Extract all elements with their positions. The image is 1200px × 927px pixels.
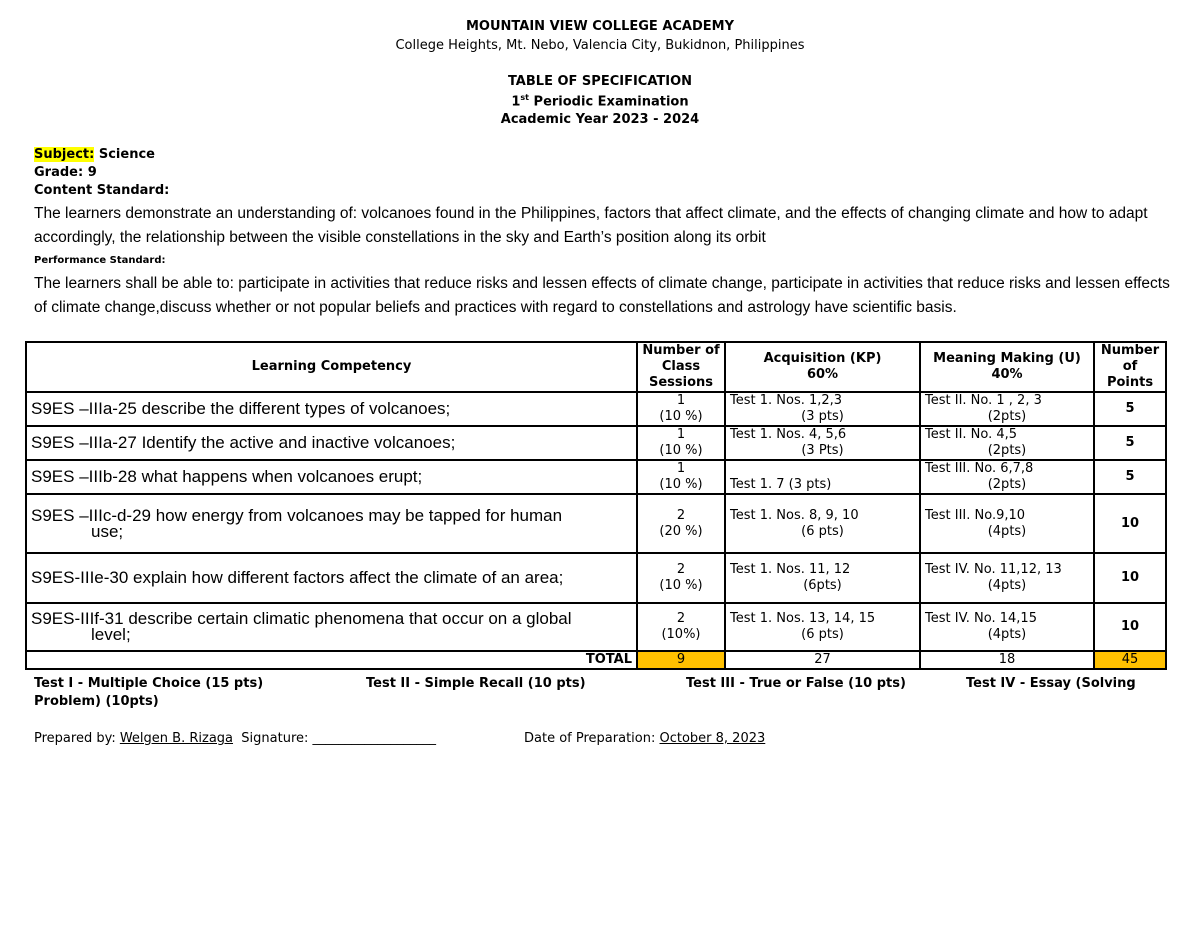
total-meaning: 18 [920,651,1094,669]
school-address: College Heights, Mt. Nebo, Valencia City, Bukidnon, Philippines [395,38,805,53]
competency-continuation: use; [91,521,124,541]
competency-cell: S9ES –IIIb-28 what happens when volcanoes erupt; [26,460,637,494]
prepared-label: Prepared by: [34,731,120,746]
sessions-pct: (10%) [661,627,701,642]
acquisition-items: Test 1. Nos. 1,2,3 [730,393,843,408]
meaning-cell [920,603,1094,651]
sessions-pct: (10 %) [659,477,703,492]
sessions-value: 2 [676,611,686,626]
meaning-cell [920,494,1094,553]
date-of-preparation [524,731,765,746]
legend-test-4: Test IV - Essay (Solving [966,676,1136,691]
sessions-value: 1 [676,461,686,476]
date-label: Date of Preparation: [524,731,660,746]
competency-text: S9ES –IIIc-d-29 how energy from volcanoes may be tapped for human [31,505,563,525]
exam-name: Periodic Examination [529,94,689,110]
acquisition-points: (3 pts) [801,409,844,424]
acquisition-cell [725,553,920,603]
signature-label: Signature: [233,731,313,746]
competency-cell: S9ES –IIIa-25 describe the different types of volcanoes; [26,392,637,426]
acquisition-cell [725,603,920,651]
acquisition-items: Test 1. Nos. 4, 5,6 [730,427,847,442]
points-cell: 10 [1094,553,1166,603]
acquisition-cell [725,426,920,460]
legend-test-2: Test II - Simple Recall (10 pts) [366,676,586,691]
legend-test-1: Test I - Multiple Choice (15 pts) [34,676,264,691]
prepared-by [34,731,436,746]
exam-title [0,93,1200,109]
acquisition-points: (3 Pts) [801,443,844,458]
table-row [26,553,1166,603]
competency-continuation: level; [91,625,131,644]
competency-cell [26,603,637,651]
sessions-cell [637,426,725,460]
table-row [26,494,1166,553]
competency-text: S9ES-IIIf-31 describe certain climatic phenomena that occur on a global [31,609,572,628]
competency-cell [26,494,637,553]
sessions-pct: (10 %) [659,443,703,458]
acquisition-items: Test 1. Nos. 13, 14, 15 [730,611,876,626]
sessions-value: 1 [676,427,686,442]
acquisition-cell [725,460,920,494]
sessions-cell [637,553,725,603]
header-competency: Learning Competency [26,342,637,392]
acquisition-points: (6pts) [803,578,842,593]
meaning-items: Test IV. No. 14,15 [925,611,1037,626]
table-row [26,460,1166,494]
header-acquisition [725,342,920,392]
content-standard-label: Content Standard: [34,183,170,198]
meaning-points: (4pts) [987,627,1027,642]
header-points: Number of Points [1094,342,1166,392]
points-cell: 10 [1094,603,1166,651]
school-name: MOUNTAIN VIEW COLLEGE ACADEMY [465,19,735,34]
meaning-cell [920,392,1094,426]
meaning-items: Test II. No. 4,5 [925,427,1018,442]
acquisition-cell [725,392,920,426]
legend-test-4-cont: Problem) (10pts) [34,694,159,709]
points-cell: 5 [1094,392,1166,426]
meaning-points: (2pts) [987,443,1027,458]
header-acquisition-label: Acquisition (KP) [763,351,882,366]
acquisition-items: Test 1. Nos. 11, 12 [730,562,851,577]
header-sessions: Number of Class Sessions [637,342,725,392]
table-row [26,426,1166,460]
meaning-items: Test III. No. 6,7,8 [925,461,1034,476]
sessions-value: 2 [676,562,686,577]
meaning-items: Test IV. No. 11,12, 13 [925,562,1062,577]
header-meaning-pct: 40% [991,367,1023,382]
table-header-row [26,342,1166,392]
performance-standard-text: The learners shall be able to: participate in activities that reduce risks and lessen effects of climate change, participate in activities that reduce risks and lessen effects of climate change,discuss whether or not popular beliefs and practices with regard to constellations and astrology have scientific basis. [34,275,1170,316]
exam-ordinal: st [520,93,530,102]
meaning-points: (2pts) [987,409,1027,424]
total-acquisition: 27 [725,651,920,669]
subject-line [34,147,155,162]
acquisition-points: Test 1. 7 (3 pts) [730,477,832,492]
acquisition-cell [725,494,920,553]
subject-value: Science [94,147,155,162]
meaning-cell [920,460,1094,494]
subject-label: Subject: [34,147,95,162]
sessions-pct: (10 %) [659,578,703,593]
meaning-items: Test III. No.9,10 [925,507,1026,523]
sessions-pct: (20 %) [659,523,703,539]
sessions-cell [637,460,725,494]
document-title: TABLE OF SPECIFICATION [507,74,693,89]
meaning-cell [920,553,1094,603]
meaning-points: (4pts) [987,578,1027,593]
table-row [26,392,1166,426]
points-cell: 5 [1094,426,1166,460]
sessions-value: 1 [676,393,686,408]
total-sessions: 9 [637,651,725,669]
sessions-cell [637,494,725,553]
legend-test-3: Test III - True or False (10 pts) [686,676,906,691]
meaning-items: Test II. No. 1 , 2, 3 [925,393,1042,408]
date-value: October 8, 2023 [659,731,766,746]
specification-table [25,341,1167,670]
exam-number: 1 [511,94,521,110]
acquisition-points: (6 pts) [801,523,844,539]
table-row [26,603,1166,651]
meaning-points: (4pts) [987,523,1027,539]
grade-line: Grade: 9 [34,165,97,180]
academic-year: Academic Year 2023 - 2024 [500,112,700,127]
meaning-points: (2pts) [987,477,1027,492]
competency-cell: S9ES –IIIa-27 Identify the active and inactive volcanoes; [26,426,637,460]
sessions-cell [637,392,725,426]
preparer-name: Welgen B. Rizaga [119,731,234,746]
sessions-cell [637,603,725,651]
meaning-cell [920,426,1094,460]
header-acquisition-pct: 60% [806,367,839,382]
acquisition-items: Test 1. Nos. 8, 9, 10 [730,507,859,523]
header-meaning-making [920,342,1094,392]
competency-cell: S9ES-IIIe-30 explain how different factors affect the climate of an area; [26,553,637,603]
points-cell: 10 [1094,494,1166,553]
content-standard-text: The learners demonstrate an understanding of: volcanoes found in the Philippines, factors that affect climate, and the effects of changing climate and how to adapt accordingly, the relationship between the visible constellations in the sky and Earth’s position along its orbit [34,205,1148,246]
acquisition-points: (6 pts) [801,627,844,642]
total-label: TOTAL [26,651,637,669]
total-points: 45 [1094,651,1166,669]
sessions-value: 2 [676,507,686,523]
total-row [26,651,1166,669]
performance-standard-label: Performance Standard: [34,255,166,266]
header-meaning-label: Meaning Making (U) [933,351,1081,366]
signature-line: ___________________ [312,731,437,746]
sessions-pct: (10 %) [659,409,703,424]
points-cell: 5 [1094,460,1166,494]
